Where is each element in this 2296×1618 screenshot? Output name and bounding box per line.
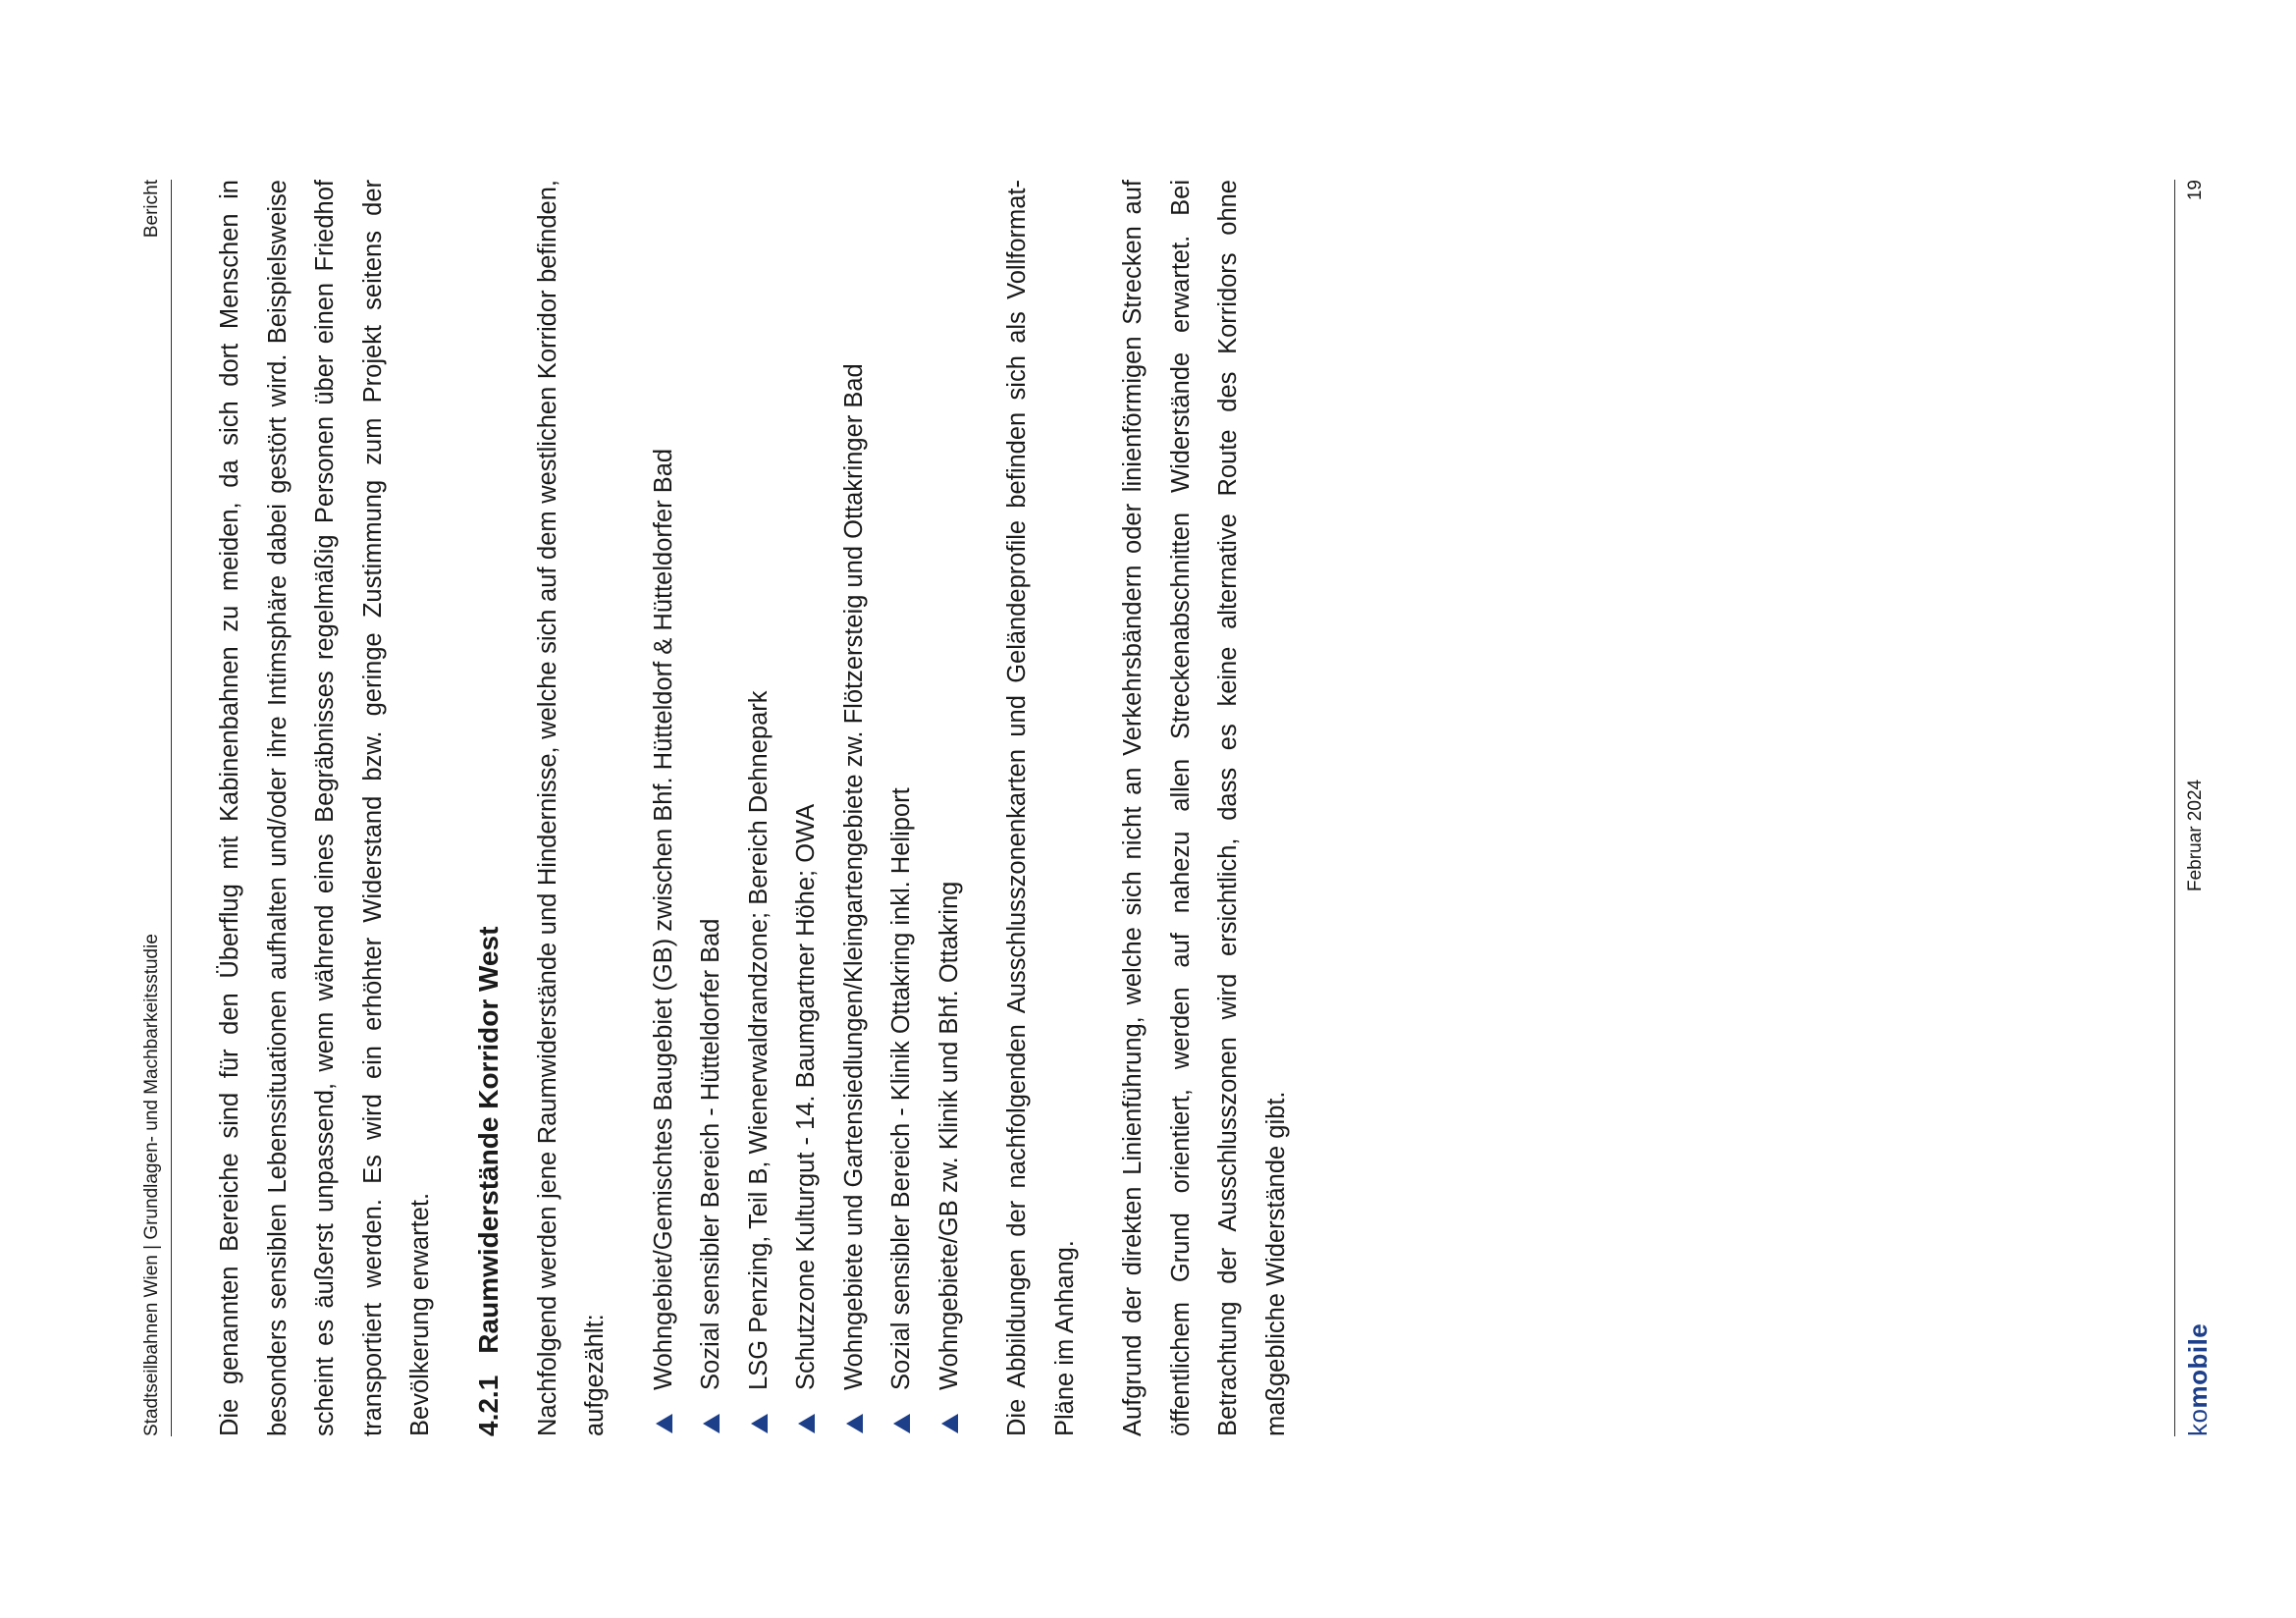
header-title: Stadtseilbahnen Wien | Grundlagen- und Machbarkeitsstudie	[141, 934, 162, 1436]
page-header	[128, 180, 172, 1436]
list-item-text: LSG Penzing, Teil B, Wienerwaldrandzone; Bereich Dehnepark	[744, 690, 773, 1390]
list-item	[830, 180, 879, 1436]
bullet-list	[640, 180, 974, 1436]
page-content	[206, 180, 1320, 1436]
paragraph-3: Die Abbildungen der nachfolgenden Ausschlusszonenkarten und Geländeprofile befinden sich als Vollformat-Pläne im Anhang.	[1003, 180, 1079, 1436]
triangle-bullet-icon	[798, 1414, 815, 1433]
section-number: 4.2.1	[472, 1375, 504, 1436]
triangle-bullet-icon	[846, 1414, 863, 1433]
section-heading	[465, 180, 512, 1436]
paragraph-4: Aufgrund der direkten Linienführung, welche sich nicht an Verkehrsbändern oder linienförmigen Strecken auf öffentlichem Grund orientiert, werden auf nahezu allen Streckenabschnitten Widerstände erwartet. Bei Betrachtung der Ausschlusszonen wird ersichtlich, dass es keine alternative Route des Korridors ohne maßgebliche Widerstände gibt.	[1119, 180, 1290, 1436]
list-item	[687, 180, 735, 1436]
paragraph-1: Die genannten Bereiche sind für den Überflug mit Kabinenbahnen zu meiden, da sich dort Menschen in besonders sensiblen Lebenssituationen aufhalten und/oder ihre Intimsphäre dabei gestört wird. Beispielsweise scheint es äußerst unpassend, wenn während eines Begräbnisses regelmäßig Personen über einen Friedhof transportiert werden. Es wird ein erhöhter Widerstand bzw. geringe Zustimmung zum Projekt seitens der Bevölkerung erwartet.	[216, 180, 434, 1436]
header-section: Bericht	[141, 180, 162, 239]
list-item-text: Sozial sensibler Bereich - Klinik Ottakring inkl. Heliport	[887, 787, 915, 1390]
list-item-text: Sozial sensibler Bereich - Hütteldorfer Bad	[697, 918, 724, 1390]
page-footer	[2174, 180, 2224, 1436]
triangle-bullet-icon	[941, 1414, 958, 1433]
list-item-text: Wohngebiete und Gartensiedlungen/Kleingartengebiete zw. Flötzersteig und Ottakringer Bad	[839, 363, 868, 1390]
list-item	[926, 180, 974, 1436]
triangle-bullet-icon	[751, 1414, 768, 1433]
list-item-text: Schutzzone Kulturgut - 14. Baumgartner Höhe; OWA	[792, 803, 820, 1390]
footer-date: Februar 2024	[2185, 779, 2206, 891]
paragraph-2: Nachfolgend werden jene Raumwiderstände und Hindernisse, welche sich auf dem westlichen Korridor befinden, aufgezählt:	[533, 180, 609, 1436]
list-item	[640, 180, 688, 1436]
list-item	[782, 180, 830, 1436]
triangle-bullet-icon	[703, 1414, 720, 1433]
section-title: Raumwiderstände Korridor West	[472, 926, 504, 1354]
list-item	[878, 180, 926, 1436]
triangle-bullet-icon	[656, 1414, 672, 1433]
triangle-bullet-icon	[893, 1414, 910, 1433]
page-number: 19	[2185, 180, 2206, 201]
list-item-text: Wohngebiete/GB zw. Klinik und Bhf. Ottakring	[934, 881, 963, 1390]
list-item	[735, 180, 783, 1436]
komobile-logo: komobile	[2183, 1322, 2213, 1436]
list-item-text: Wohngebiet/Gemischtes Baugebiet (GB) zwischen Bhf. Hütteldorf & Hütteldorfer Bad	[649, 448, 677, 1390]
